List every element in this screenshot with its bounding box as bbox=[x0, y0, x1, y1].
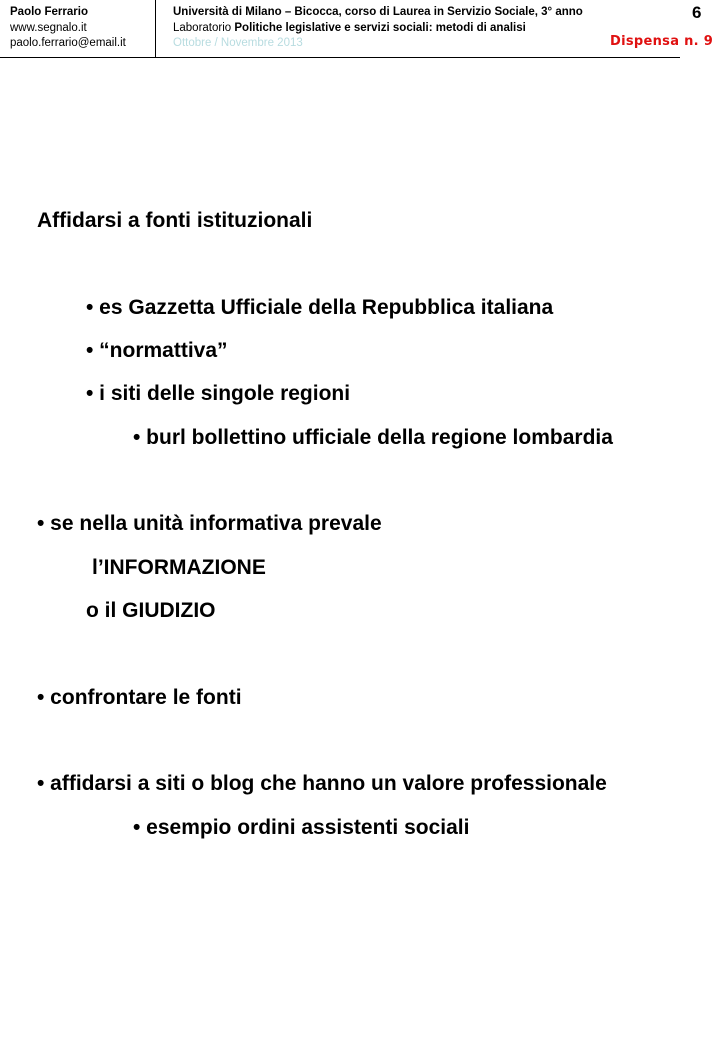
list-item: • i siti delle singole regioni bbox=[86, 382, 351, 405]
page-number: 6 bbox=[692, 3, 702, 22]
list-item: • es Gazzetta Ufficiale della Repubblica italiana bbox=[86, 296, 554, 319]
list-item: l’INFORMAZIONE bbox=[92, 556, 266, 579]
list-item: o il GIUDIZIO bbox=[86, 599, 216, 622]
dispensa-label: Dispensa n. 9 bbox=[610, 34, 714, 49]
author-block bbox=[10, 5, 126, 52]
author-email[interactable]: paolo.ferrario@email.it bbox=[10, 37, 126, 49]
course-block bbox=[173, 5, 583, 52]
author-website[interactable]: www.segnalo.it bbox=[10, 21, 87, 34]
header-vertical-divider bbox=[155, 0, 156, 58]
lab-line bbox=[173, 21, 583, 37]
list-item: • burl bollettino ufficiale della regione lombardia bbox=[133, 426, 613, 449]
list-item: • esempio ordini assistenti sociali bbox=[133, 816, 470, 839]
lab-prefix: Laboratorio bbox=[173, 21, 235, 34]
list-item: • confrontare le fonti bbox=[37, 686, 242, 709]
page-header bbox=[0, 0, 720, 60]
course-line: Università di Milano – Bicocca, corso di Laurea in Servizio Sociale, 3° anno bbox=[173, 6, 583, 18]
list-item: • se nella unità informativa prevale bbox=[37, 512, 382, 535]
list-item: • “normattiva” bbox=[86, 339, 228, 362]
lab-title: Politiche legislative e servizi sociali: metodi di analisi bbox=[234, 21, 526, 34]
author-name: Paolo Ferrario bbox=[10, 6, 88, 18]
section-heading: Affidarsi a fonti istituzionali bbox=[37, 209, 313, 232]
course-date: Ottobre / Novembre 2013 bbox=[173, 37, 303, 49]
header-rule bbox=[0, 57, 680, 58]
list-item: • affidarsi a siti o blog che hanno un valore professionale bbox=[37, 772, 607, 795]
